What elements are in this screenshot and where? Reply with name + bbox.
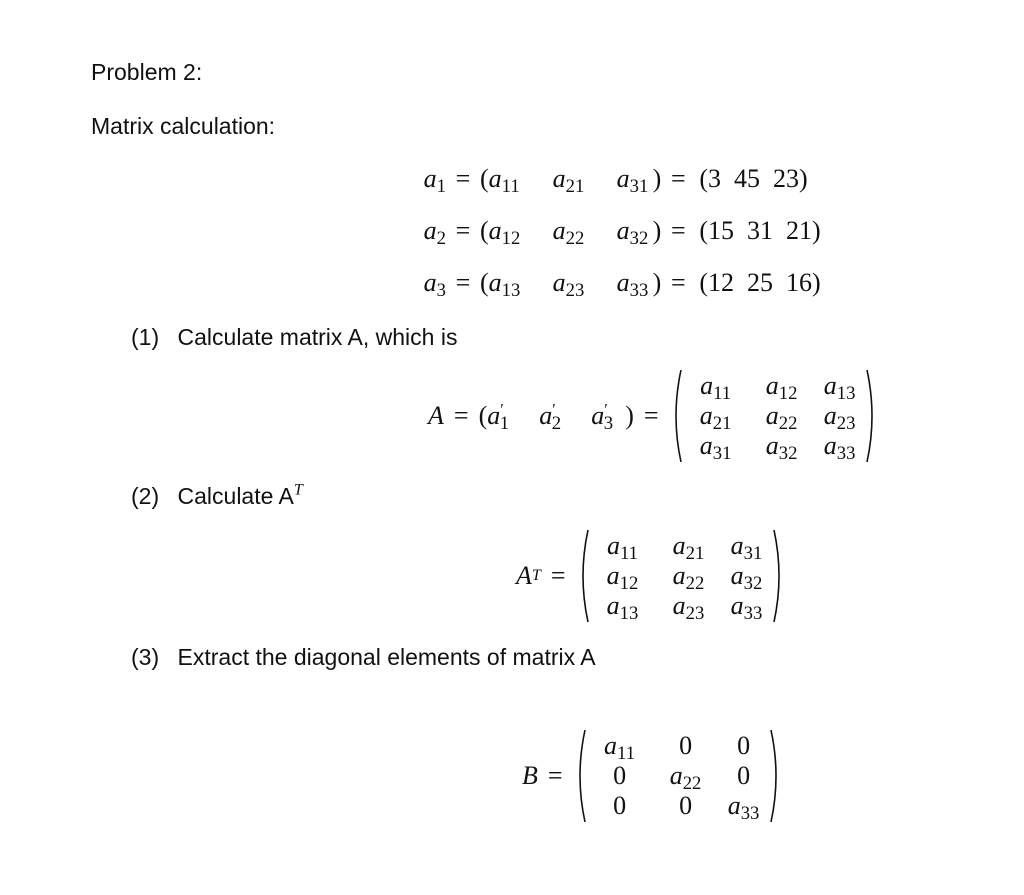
matrix-b-entry: 0 xyxy=(679,731,693,760)
matrix-a-entry: $a_{21}$ xyxy=(699,401,732,435)
matrix-at-entry: $a_{22}$ xyxy=(672,561,705,595)
matrix-a-grid xyxy=(683,371,865,465)
matrix-b-cell xyxy=(653,731,719,761)
matrix-a-entry: $a_{33}$ xyxy=(823,431,856,465)
matrix-b-entry: $a_{11}$ xyxy=(604,731,636,765)
matrix-at-entry: $a_{12}$ xyxy=(606,561,639,595)
vector-2-values: (15 31 21) xyxy=(699,216,821,245)
matrix-at-entry: $a_{33}$ xyxy=(730,591,763,625)
matrix-at-cell xyxy=(590,561,656,595)
eq1-equals-2: = xyxy=(643,401,659,430)
matrix-at-cell xyxy=(722,531,772,565)
matrix-a-cell xyxy=(815,371,865,405)
matrix-a-cell xyxy=(749,401,815,435)
vector-1-element: $a_{21}$ xyxy=(552,164,585,198)
vector-2-element: $a_{12}$ xyxy=(488,216,521,250)
eq1-row-open: ( xyxy=(478,401,488,430)
matrix-a-left-bracket xyxy=(669,368,683,464)
matrix-a-entry: $a_{12}$ xyxy=(765,371,798,405)
vector-3-element: $a_{13}$ xyxy=(488,268,521,302)
matrix-b-cell xyxy=(719,761,769,791)
step-1 xyxy=(131,326,457,349)
eq1-row-element: $a'_1$ xyxy=(487,401,510,435)
subtitle: Matrix calculation: xyxy=(91,113,276,139)
matrix-b-entry: 0 xyxy=(613,791,627,820)
vector-1-lhs-wrap xyxy=(408,164,446,198)
vector-1-values: (3 45 23) xyxy=(699,164,808,193)
equation-diagonal xyxy=(522,726,783,826)
matrix-a-cell xyxy=(683,401,749,435)
vector-row-3 xyxy=(408,268,821,302)
vector-2-lhs: $a_2$ xyxy=(423,216,446,250)
vector-2-open-paren: ( xyxy=(480,216,489,245)
matrix-a-cell xyxy=(749,371,815,405)
matrix-a-transpose xyxy=(576,528,786,624)
eq1-equals: = xyxy=(453,401,469,430)
matrix-at-cell xyxy=(590,591,656,625)
matrix-b-right-bracket xyxy=(769,728,783,824)
vector-1-element: $a_{31}$ xyxy=(616,164,649,198)
matrix-a-cell xyxy=(815,401,865,435)
vector-3-values: (12 25 16) xyxy=(699,268,821,297)
eq3-equals: = xyxy=(547,761,563,790)
vector-3-equals: = xyxy=(455,268,471,297)
eq2-lhs: A xyxy=(516,561,532,590)
matrix-at-entry: $a_{11}$ xyxy=(607,531,639,565)
eq1-row-element: $a'_2$ xyxy=(539,401,562,435)
eq1-row-close: ) xyxy=(625,401,634,430)
eq3-lhs: B xyxy=(522,761,538,790)
matrix-at-entry: $a_{31}$ xyxy=(730,531,763,565)
matrix-at-cell xyxy=(656,561,722,595)
matrix-b-cell xyxy=(587,761,653,791)
eq1-row-vector xyxy=(487,401,625,435)
vector-2-equals-2: = xyxy=(671,216,686,245)
matrix-b-cell xyxy=(719,731,769,761)
vector-2-element: $a_{22}$ xyxy=(552,216,585,250)
matrix-b-entry: 0 xyxy=(737,731,751,760)
equation-matrix-a xyxy=(428,366,879,466)
vector-3-element: $a_{33}$ xyxy=(616,268,649,302)
eq1-row-element: $a'_3$ xyxy=(591,401,614,435)
vector-2-element: $a_{32}$ xyxy=(616,216,649,250)
vector-3-lhs: $a_3$ xyxy=(423,268,446,302)
vector-1-element: $a_{11}$ xyxy=(488,164,520,198)
vector-1-cell xyxy=(488,164,553,198)
matrix-a-entry: $a_{31}$ xyxy=(699,431,732,465)
matrix-b-left-bracket xyxy=(573,728,587,824)
step-3-number: (3) xyxy=(131,644,160,670)
eq1-lhs: A xyxy=(428,401,444,430)
matrix-b-cell xyxy=(587,791,653,821)
matrix-b-cell xyxy=(653,791,719,821)
vector-2-lhs-wrap xyxy=(408,216,446,250)
problem-title: Problem 2: xyxy=(91,59,203,85)
matrix-at-entry: $a_{23}$ xyxy=(672,591,705,625)
vector-row-2 xyxy=(408,216,821,250)
step-2-superscript: T xyxy=(293,481,303,499)
matrix-b-cell xyxy=(587,731,653,765)
vector-1-equals-2: = xyxy=(671,164,686,193)
matrix-b-entry: 0 xyxy=(737,761,751,790)
vector-3-equals-2: = xyxy=(671,268,686,297)
step-3 xyxy=(131,646,596,669)
matrix-at-cell xyxy=(722,561,772,595)
matrix-b-entry: 0 xyxy=(679,791,693,820)
vector-1-cell xyxy=(552,164,617,198)
matrix-at-right-bracket xyxy=(772,528,786,624)
vector-3-element: $a_{23}$ xyxy=(552,268,585,302)
step-2-number: (2) xyxy=(131,483,160,509)
step-2-text: Calculate A xyxy=(177,483,294,509)
matrix-a-cell xyxy=(749,431,815,465)
vector-3-cell xyxy=(488,268,553,302)
vector-2-cell xyxy=(488,216,553,250)
vector-3-cell xyxy=(552,268,617,302)
vector-row-1 xyxy=(408,164,808,198)
step-3-text: Extract the diagonal elements of matrix A xyxy=(177,644,596,670)
matrix-at-entry: $a_{32}$ xyxy=(730,561,763,595)
matrix-a-entry: $a_{32}$ xyxy=(765,431,798,465)
vector-2-equals: = xyxy=(455,216,471,245)
step-1-text: Calculate matrix A, which is xyxy=(177,324,458,350)
matrix-at-cell xyxy=(656,591,722,625)
matrix-at-left-bracket xyxy=(576,528,590,624)
equation-transpose: A T = $a_{11}$ $a_{21}$ $a_{31}$ $a_{12}$ $a_{22}$ $a_{32}$ $a_{13}$ $a_{23}$ $a_{33}$ xyxy=(516,526,786,626)
matrix-a-cell xyxy=(815,431,865,465)
vector-3-open-paren: ( xyxy=(480,268,489,297)
vector-2-close-paren: ) xyxy=(652,216,662,245)
matrix-a-entry: $a_{11}$ xyxy=(700,371,732,405)
matrix-b-cell xyxy=(719,791,769,825)
vector-3-lhs-wrap xyxy=(408,268,446,302)
vector-1-close-paren: ) xyxy=(652,164,662,193)
eq2-equals: = xyxy=(550,561,566,590)
matrix-a xyxy=(669,368,879,464)
matrix-b-entry: 0 xyxy=(613,761,627,790)
vector-3-close-paren: ) xyxy=(652,268,662,297)
vector-1-open-paren: ( xyxy=(480,164,489,193)
matrix-b-entry: $a_{33}$ xyxy=(727,791,760,825)
matrix-a-entry: $a_{23}$ xyxy=(823,401,856,435)
matrix-b-entry: $a_{22}$ xyxy=(669,761,702,795)
matrix-a-cell xyxy=(683,371,749,405)
matrix-b-grid xyxy=(587,731,769,825)
vector-2-cell xyxy=(552,216,617,250)
matrix-at-grid xyxy=(590,531,772,625)
matrix-at-cell xyxy=(590,531,656,565)
matrix-a-cell xyxy=(683,431,749,465)
matrix-b xyxy=(573,728,783,824)
matrix-a-entry: $a_{13}$ xyxy=(823,371,856,405)
matrix-at-cell xyxy=(722,591,772,625)
vector-1-lhs: $a_1$ xyxy=(423,164,446,198)
matrix-at-entry: $a_{13}$ xyxy=(606,591,639,625)
matrix-b-cell xyxy=(653,761,719,795)
matrix-a-right-bracket xyxy=(865,368,879,464)
matrix-at-entry: $a_{21}$ xyxy=(672,531,705,565)
matrix-a-entry: $a_{22}$ xyxy=(765,401,798,435)
step-1-number: (1) xyxy=(131,324,160,350)
vector-1-equals: = xyxy=(455,164,471,193)
step-2 xyxy=(131,481,303,509)
matrix-at-cell xyxy=(656,531,722,565)
